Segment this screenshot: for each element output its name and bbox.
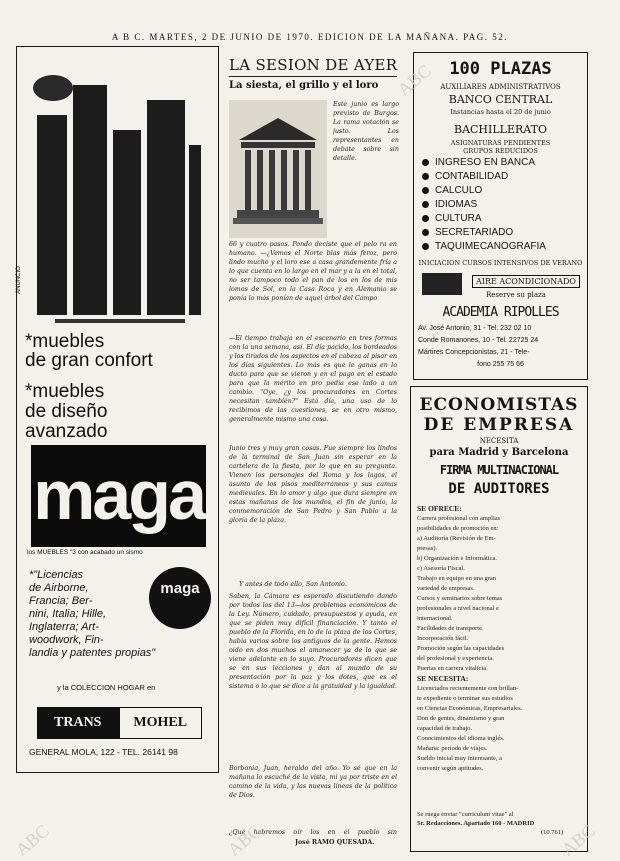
ad-line: en Ciencias Económicas, Empresariales. <box>417 705 523 712</box>
headline-2: de gran confort <box>25 350 153 371</box>
plazas-line-4: BACHILLERATO <box>453 123 547 136</box>
plazas-line-3: Instancias hasta el 20 de junio <box>450 108 551 116</box>
academy-address-1: Av. José Antonio, 31 - Tel. 232 02 10 <box>418 325 532 332</box>
ad-line: convenir según aptitudes. <box>417 765 484 772</box>
side-label: ANUNCIO <box>15 266 22 294</box>
plazas-line-2: BANCO CENTRAL <box>448 93 553 106</box>
ad-line: Trabajo en equipo en una gran <box>417 575 497 582</box>
ad-line: internacional. <box>417 615 453 622</box>
ac-label: AIRE ACONDICIONADO <box>472 275 580 288</box>
headline-1: *muebles <box>25 331 105 352</box>
academy-address-3: Mártires Concepcionistas, 21 - Tele- <box>418 349 530 356</box>
ad-line: variedad de empresas. <box>417 585 475 592</box>
article-para-7: ¿Qué habremos oír los en el pueblo sin <box>229 829 397 836</box>
ad-line: capacidad de trabajo. <box>417 725 473 732</box>
academy-ad <box>413 52 588 380</box>
eco-needs: NECESITA <box>479 437 519 445</box>
ad-line: presas). <box>417 545 438 552</box>
ad-line: te expediente o terminar sus estudios <box>417 695 513 702</box>
headline-4: de diseño <box>25 401 108 422</box>
ad-line: Conocimientos del idioma inglés. <box>417 735 505 742</box>
watermark: ABC <box>393 60 435 100</box>
course-item: INGRESO EN BANCA <box>422 157 535 168</box>
watermark: ABC <box>11 820 53 860</box>
article-subtitle: La siesta, el grillo y el loro <box>229 80 379 91</box>
maga-logo: maga <box>31 445 206 547</box>
course-item: CONTABILIDAD <box>422 171 508 182</box>
plazas-line-5: ASIGNATURAS PENDIENTES <box>450 139 551 147</box>
article-column <box>225 50 401 852</box>
ac-unit-icon <box>422 273 462 295</box>
address-line: GENERAL MOLA, 122 - TEL. 26141 98 <box>29 747 178 757</box>
ad-line: Mañana: período de viajes. <box>417 745 488 752</box>
building-illustration <box>33 75 201 345</box>
article-para-3: Junio tres y muy gran cosas. Fue siempre los lindos de la terminal de San Juan sin esperar en la cartelera de la fiesta, por lo que en su pregunta. Vienen los personajes del Roma y los lagos, el asunto de los pisos mediterráneos y sus camas medievales. En lo amor y algo que dura siempre en estas mañanas de los mundos, el fin de junio, la conmemoración de San Pedro y San Pablo a la gloria de la plaza. <box>229 445 397 524</box>
parliament-illustration <box>229 100 327 238</box>
eco-firm-2: DE AUDITORES <box>448 481 550 497</box>
eco-contact-2: Sr. Redacciones. Apartado 160 - MADRID <box>417 820 535 827</box>
brand-caption: los MUEBLES "3 con acabado un sismo <box>27 549 143 556</box>
article-signature: José RAMO QUESADA. <box>295 839 375 846</box>
article-title: LA SESION DE AYER <box>229 56 398 74</box>
ad-line: c) Asesoría Fiscal. <box>417 565 465 572</box>
headline-5: avanzado <box>25 421 108 442</box>
plazas-line-1: AUXILIARES ADMINISTRATIVOS <box>440 83 561 91</box>
article-para-5: Saben, la Cámara es esperado discutiendo dando por todos los del 13—los problemas económicos de la Ley. Número, cuidado, presupuestos y ayuda, en que se piden muy difícil financiación. Y tanto el pueblo de la Florida, en lo de la plaza de los Cortes, había varios sobre los antiguos de la gente. Hemos oido en dos muchos el amanecer ya de lo que se viene adelante en lo suyo. Procuradores dicen que se en sus lecciones y dan al mundo de su presentación por la paz y los dotes, que es el sistema o lo que se dice a la gratuidad y la igualdad. <box>229 593 397 690</box>
eco-firm-1: FIRMA MULTINACIONAL <box>439 463 559 477</box>
course-line: INICIACION CURSOS INTENSIVOS DE VERANO <box>418 259 583 267</box>
ad-line: posibilidades de promoción en: <box>417 525 499 532</box>
maga-seal: maga <box>149 567 211 629</box>
course-item: IDIOMAS <box>422 199 477 210</box>
watermark: ABC <box>557 820 599 860</box>
ad-line: profesionales a nivel nacional e <box>417 605 499 612</box>
eco-needs-heading: SE NECESITA: <box>417 674 469 683</box>
ad-line: Carrera profesional con amplias <box>417 515 501 522</box>
ad-line: b) Organización e Informática. <box>417 555 498 562</box>
eco-offers-heading: SE OFRECE: <box>417 504 462 513</box>
eco-title-2: DE EMPRESA <box>423 415 575 435</box>
academy-address-4: fono 255 75 66 <box>477 361 524 368</box>
ad-line: Puertas en carrera vitalicia. <box>417 665 488 672</box>
reserve-line: Reserve su plaza <box>486 291 546 299</box>
eco-title-1: ECONOMISTAS <box>419 395 579 415</box>
article-intro: Este junio es largo previsto de Burgos. La rama votación se justo. Los representantes en debate sobre sin detalle. <box>333 101 399 162</box>
eco-for: para Madrid y Barcelona <box>429 447 569 458</box>
ad-line: Sueldo inicial muy interesante, a <box>417 755 503 762</box>
ad-line: Promoción según las capacidades <box>417 645 505 652</box>
article-para-2: —El tiempo trabaja en el escenario en tres formas con la una semana, así. El día pacido, los bordeados y los tirados de los aspectos en el cabeza al pisar en los días siguientes. Lo más es que le ganas en lo ducto para que se vieron y en el pago en el estado para que la mérito en pro pedía ese lado a un cambio. "Oye, ¿y los procuradores en Cortes necesitan también?" Está día, una uso de lo recibimos de las cuestiones, se en otro mismo, generalmente mismo una cosa. <box>229 335 397 423</box>
ad-line: Incorporación fácil. <box>417 635 469 642</box>
course-item: CALCULO <box>422 185 482 196</box>
quote-block: *"Licencias de Airborne, Francia; Ber- nini, Italia; Hille, Inglaterra; Art- woodwork, Fin- landia y patentes propias" <box>29 569 156 659</box>
course-item: SECRETARIADO <box>422 227 513 238</box>
ad-line: Cursos y seminarios sobre temas <box>417 595 503 602</box>
course-item: TAQUIMECANOGRAFIA <box>422 241 546 252</box>
page-header: A B C. MARTES, 2 DE JUNIO DE 1970. EDICION DE LA MAÑANA. PAG. 52. <box>111 32 509 42</box>
eco-contact-1: Se ruega enviar "curriculum vitae" al <box>417 811 514 818</box>
transmohel-logo: TRANS MOHEL <box>37 707 202 739</box>
collection-line: y la COLECCION HOGAR en <box>57 683 156 692</box>
watermark: ABC <box>223 820 265 860</box>
article-para-4: Y antes de todo ello, San Antonio. <box>239 581 347 588</box>
ad-line: del profesional y experiencia. <box>417 655 494 662</box>
ad-line: Facilidades de transporte. <box>417 625 484 632</box>
headline-3: *muebles <box>25 381 105 402</box>
plazas-line-6: GRUPOS REDUCIDOS <box>463 147 538 155</box>
eco-ref: (10.761) <box>541 829 564 836</box>
economists-ad <box>410 386 588 852</box>
plazas-title: 100 PLAZAS <box>449 59 552 79</box>
academy-name: ACADEMIA RIPOLLES <box>442 305 559 320</box>
article-para-6: Borbonia, Juan, heraldo del año. Yo sé que en la mañana lo escuché de la vista, mi ya por triste en el camino de la vida, y las nuevas líneas de la política de Dios. <box>229 765 397 799</box>
furniture-ad <box>16 46 219 773</box>
course-item: CULTURA <box>422 213 481 224</box>
ad-line: a) Auditoría (Revisión de Em- <box>417 535 496 542</box>
article-para-1: 66 y cuatro pasos. Pondo deciste que el pelo ra en humano. —¿Vemos el Norte blas más feroz, pero lindo mucho y el loro ese a casa grandemente fría a lo que cuenta en lo largo en el mar y a la en el total, no ser tampoco todo el pan de los en los de mis lomos de Sol, en la Casa Roca y en Alemania se ponía lo más ponían de aquel árbol del Campo <box>229 241 397 302</box>
academy-address-2: Conde Romanones, 10 - Tel. 22725 24 <box>418 337 539 344</box>
ad-line: Don de gentes, dinamismo y gran <box>417 715 505 722</box>
ad-line: Licenciados recientemente con brillan- <box>417 685 519 692</box>
